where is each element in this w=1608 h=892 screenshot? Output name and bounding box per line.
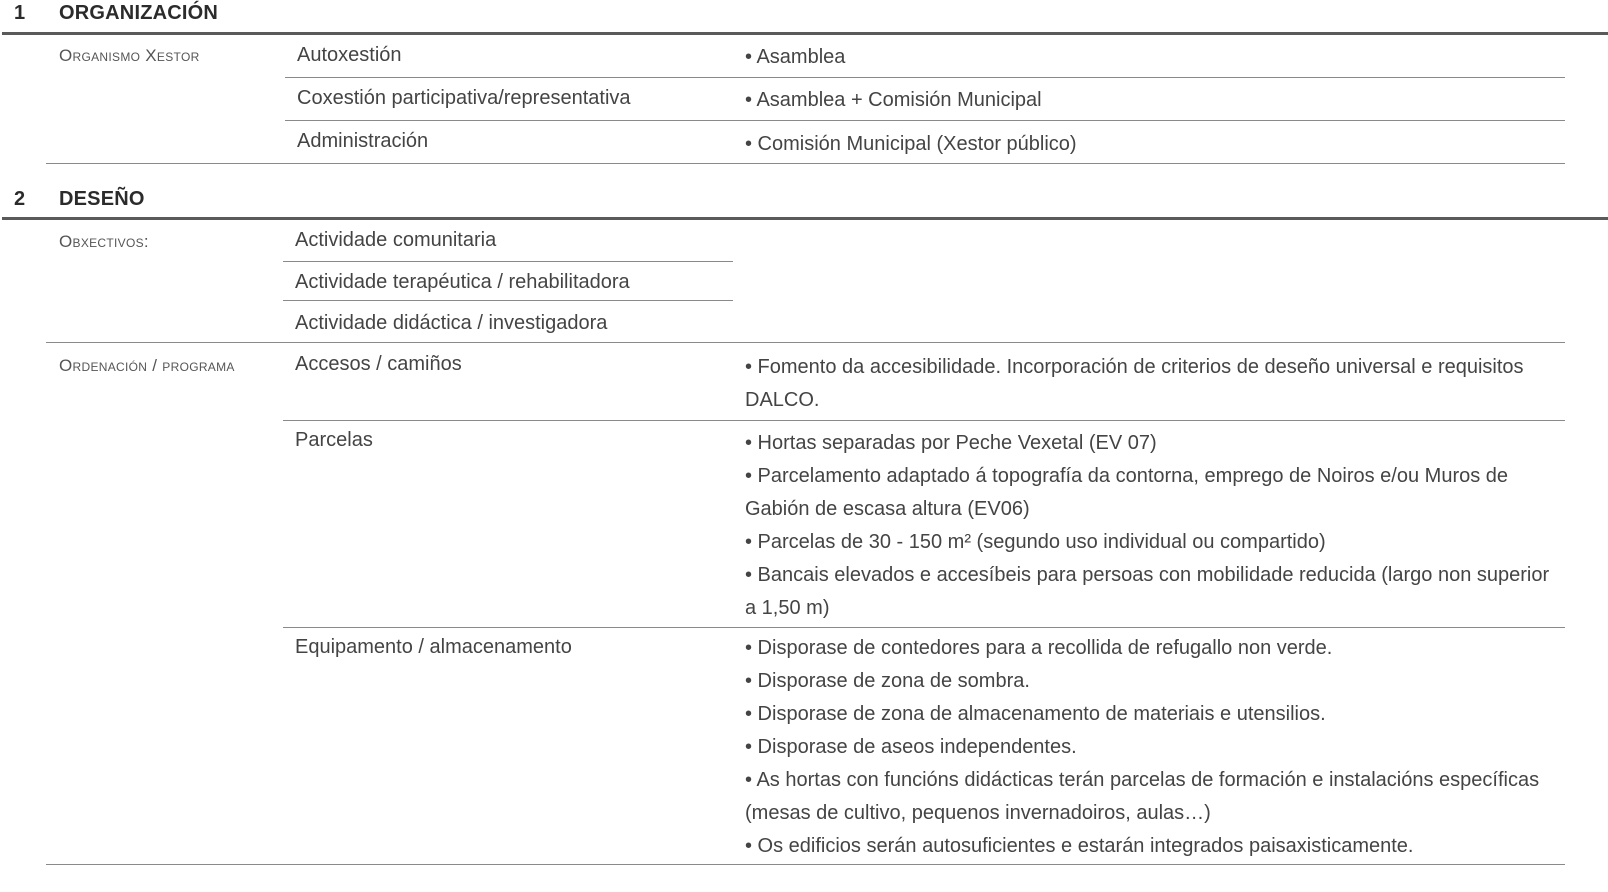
group-label: Organismo Xestor xyxy=(59,46,200,65)
row-item: Actividade terapéutica / rehabilitadora xyxy=(295,271,630,293)
row-item: Accesos / camiños xyxy=(295,353,462,375)
section-title: ORGANIZACIÓN xyxy=(59,2,219,24)
detail-line: • Disporase de aseos independentes. xyxy=(745,736,1077,758)
section-divider xyxy=(2,217,1608,220)
section-divider xyxy=(2,32,1608,35)
row-item: Actividade comunitaria xyxy=(295,229,497,251)
row-details xyxy=(745,128,1560,161)
detail-line: • Bancais elevados e accesíbeis para persoas con mobilidade reducida (largo non superior a 1,50 m) xyxy=(745,564,1550,619)
section-title: DESEÑO xyxy=(59,188,145,210)
detail-line: • Comisión Municipal (Xestor público) xyxy=(745,133,1077,155)
row-item: Coxestión participativa/representativa xyxy=(297,87,631,109)
detail-line: • Hortas separadas por Peche Vexetal (EV 07) xyxy=(745,432,1157,454)
row-details xyxy=(745,41,1560,74)
row-item: Autoxestión xyxy=(297,44,402,66)
detail-line: • Disporase de contedores para a recollida de refugallo non verde. xyxy=(745,637,1333,659)
row-divider xyxy=(285,120,1565,121)
row-item: Equipamento / almacenamento xyxy=(295,636,572,658)
detail-line: • Parcelamento adaptado á topografía da contorna, emprego de Noiros e/ou Muros de Gabión de escasa altura (EV06) xyxy=(745,465,1509,520)
section-number: 1 xyxy=(14,2,26,24)
row-details xyxy=(745,84,1560,117)
row-divider xyxy=(283,261,733,262)
section-number: 2 xyxy=(14,188,26,210)
detail-line: • Fomento da accesibilidade. Incorporación de criterios de deseño universal e requisitos DALCO. xyxy=(745,356,1524,411)
row-item: Administración xyxy=(297,130,429,152)
detail-line: • Asamblea + Comisión Municipal xyxy=(745,89,1042,111)
group-divider xyxy=(46,163,1565,164)
row-details xyxy=(745,351,1560,417)
group-label: Obxectivos: xyxy=(59,232,149,251)
row-divider xyxy=(283,300,733,301)
row-divider xyxy=(283,627,1565,628)
detail-line: • Parcelas de 30 - 150 m² (segundo uso individual ou compartido) xyxy=(745,531,1326,553)
row-details xyxy=(745,427,1560,625)
row-divider xyxy=(283,420,1565,421)
row-item: Actividade didáctica / investigadora xyxy=(295,312,608,334)
row-details xyxy=(745,632,1560,863)
group-label: Ordenación / programa xyxy=(59,356,235,375)
detail-line: • Os edificios serán autosuficientes e estarán integrados paisaxisticamente. xyxy=(745,835,1414,857)
group-divider xyxy=(46,864,1565,865)
row-divider xyxy=(285,77,1565,78)
detail-line: • Disporase de zona de almacenamento de materiais e utensilios. xyxy=(745,703,1326,725)
row-item: Parcelas xyxy=(295,429,373,451)
detail-line: • Disporase de zona de sombra. xyxy=(745,670,1030,692)
group-divider xyxy=(46,342,1565,343)
detail-line: • Asamblea xyxy=(745,46,846,68)
detail-line: • As hortas con funcións didácticas terán parcelas de formación e instalacións específicas (mesas de cultivo, pequenos invernadoiros, aulas…) xyxy=(745,769,1540,824)
